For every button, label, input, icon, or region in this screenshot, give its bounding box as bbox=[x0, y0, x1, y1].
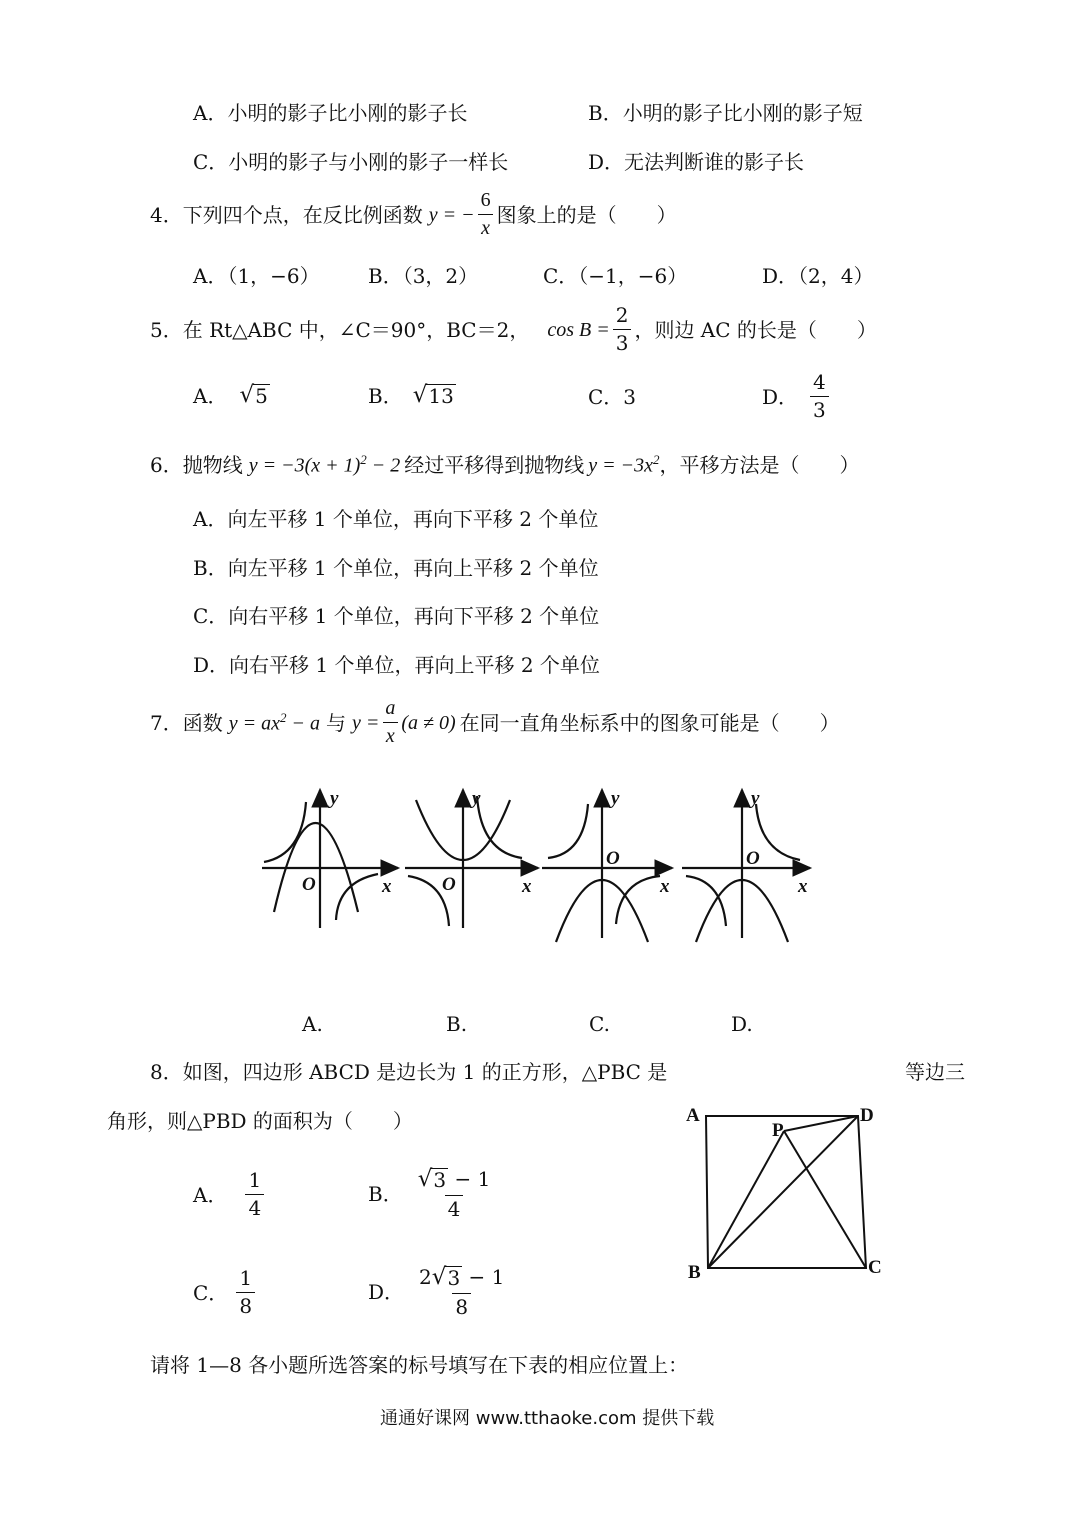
q7-fraction bbox=[382, 698, 398, 747]
q8-line1: 8．如图，四边形 ABCD 是边长为 1 的正方形，△PBC 是 bbox=[150, 1060, 668, 1084]
q8-option-b-num bbox=[415, 1168, 494, 1195]
q5-stem bbox=[150, 305, 877, 354]
q7-graph-b-x-label: x bbox=[522, 876, 532, 897]
q6-option-d: D．向右平移 1 个单位，再向上平移 2 个单位 bbox=[193, 653, 600, 677]
q8-option-d-sqrt: √ 3 bbox=[431, 1264, 461, 1290]
q7-graph-a-hyperbola-right bbox=[336, 874, 378, 920]
q8-label-c: C bbox=[868, 1257, 882, 1278]
q4-stem bbox=[150, 190, 677, 239]
q7-graph-b-origin: O bbox=[442, 874, 456, 895]
q8-line1-end: 等边三 bbox=[905, 1060, 965, 1084]
q5-option-d-fraction bbox=[810, 372, 829, 421]
q8-option-c bbox=[193, 1268, 258, 1317]
q7-expr1-main: y = ax bbox=[228, 712, 280, 735]
q4-fraction bbox=[478, 190, 494, 239]
q6-suffix: ，平移方法是（ ） bbox=[659, 452, 860, 477]
q5-option-b-sqrt: √ 13 bbox=[412, 382, 454, 408]
page-footer: 通通好课网 www.tthaoke.com 提供下载 bbox=[380, 1408, 715, 1429]
q5-option-d-num: 4 bbox=[813, 370, 826, 394]
q8-option-d-num bbox=[416, 1266, 507, 1293]
q4-prefix: 4．下列四个点，在反比例函数 bbox=[150, 202, 423, 227]
q7-stem bbox=[150, 698, 840, 747]
q8-square-figure bbox=[680, 1098, 890, 1283]
q6-option-a: A．向左平移 1 个单位，再向下平移 2 个单位 bbox=[193, 507, 599, 531]
q4-frac-num: 6 bbox=[480, 189, 491, 211]
q5-option-d-label: D． bbox=[762, 384, 799, 409]
q8-option-a-den: 4 bbox=[245, 1194, 264, 1219]
answer-instruction: 请将 1—8 各小题所选答案的标号填写在下表的相应位置上： bbox=[150, 1353, 689, 1377]
q6-expr1 bbox=[249, 453, 401, 476]
q6-option-b: B．向左平移 1 个单位，再向上平移 2 个单位 bbox=[193, 556, 599, 580]
q8-option-a bbox=[193, 1170, 267, 1219]
q8-option-c-label: C． bbox=[193, 1280, 229, 1305]
q8-segment-bp bbox=[708, 1131, 784, 1268]
q7-expr1-exp: 2 bbox=[279, 710, 287, 726]
q5-fraction bbox=[613, 305, 632, 354]
q4-option-c: C．（−1，−6） bbox=[543, 264, 688, 288]
q7-graph-d-origin: O bbox=[746, 848, 760, 869]
q7-graph-c-x-label: x bbox=[660, 876, 670, 897]
q7-mid: 与 bbox=[325, 710, 346, 735]
q6-expr2 bbox=[588, 453, 659, 476]
q8-option-d-coef: 2 bbox=[419, 1265, 432, 1289]
q7-frac-num: a bbox=[385, 697, 396, 719]
q7-label-b: B. bbox=[446, 1012, 468, 1036]
q7-graph-c-origin: O bbox=[606, 848, 620, 869]
q4-option-d: D．（2，4） bbox=[762, 264, 874, 288]
q8-option-b-fraction bbox=[415, 1168, 494, 1220]
q8-option-a-fraction bbox=[245, 1170, 264, 1219]
q3-option-a: A．小明的影子比小刚的影子长 bbox=[193, 101, 468, 125]
q8-option-b bbox=[368, 1168, 496, 1220]
q8-option-c-fraction bbox=[236, 1268, 255, 1317]
q5-option-b-label: B． bbox=[368, 384, 403, 408]
q4-suffix: 图象上的是（ ） bbox=[496, 202, 677, 227]
q7-graph-c-y-label: y bbox=[611, 788, 620, 809]
q5-option-a-sqrt: √ 5 bbox=[239, 382, 268, 408]
q4-frac-den: x bbox=[478, 214, 493, 239]
q5-option-a-radicand: 5 bbox=[255, 384, 268, 408]
q5-suffix: ，则边 AC 的长是（ ） bbox=[634, 317, 877, 342]
q7-graph-d-y-label: y bbox=[751, 788, 760, 809]
q6-expr1-tail: − 2 bbox=[366, 454, 401, 477]
q3-option-d: D．无法判断谁的影子长 bbox=[588, 150, 805, 174]
q7-expr1-tail: − a bbox=[286, 712, 320, 735]
q8-option-b-label: B． bbox=[368, 1182, 403, 1206]
q5-cos-lhs: cos B = bbox=[547, 318, 610, 341]
q7-prefix: 7．函数 bbox=[150, 710, 223, 735]
q7-condition: (a ≠ 0) bbox=[401, 711, 456, 734]
q8-label-a: A bbox=[686, 1105, 700, 1126]
q8-line2: 角形，则△PBD 的面积为（ ） bbox=[107, 1109, 413, 1133]
q5-frac-num: 2 bbox=[615, 303, 629, 327]
q8-option-d-den: 8 bbox=[452, 1293, 471, 1318]
q4-func-lhs: y = − bbox=[428, 203, 475, 226]
q8-option-d bbox=[368, 1266, 510, 1318]
q7-expr1 bbox=[229, 711, 320, 734]
q5-prefix: 5．在 Rt△ABC 中，∠C＝90°，BC＝2， bbox=[150, 317, 530, 342]
q6-stem bbox=[150, 453, 860, 476]
q8-option-a-num: 1 bbox=[248, 1168, 262, 1192]
q8-option-b-tail: − 1 bbox=[448, 1167, 491, 1191]
q5-frac-den: 3 bbox=[613, 329, 632, 354]
q8-label-b: B bbox=[688, 1262, 701, 1283]
q6-expr2-main: y = −3x bbox=[588, 454, 654, 477]
q7-suffix: 在同一直角坐标系中的图象可能是（ ） bbox=[459, 710, 840, 735]
q5-option-d bbox=[762, 372, 832, 421]
q8-option-d-fraction bbox=[416, 1266, 507, 1318]
q7-graph-b bbox=[405, 790, 538, 928]
q7-label-d: D. bbox=[731, 1012, 753, 1036]
q8-option-b-den: 4 bbox=[445, 1195, 464, 1220]
q6-option-c: C．向右平移 1 个单位，再向下平移 2 个单位 bbox=[193, 604, 600, 628]
q7-graph-a-x-label: x bbox=[382, 876, 392, 897]
q4-option-a: A．（1，−6） bbox=[193, 264, 320, 288]
q7-graph-c-hyperbola-left bbox=[548, 804, 588, 858]
q8-option-c-den: 8 bbox=[236, 1292, 255, 1317]
q8-segment-pd bbox=[784, 1116, 858, 1131]
q8-option-d-tail: − 1 bbox=[462, 1265, 505, 1289]
q7-graphs bbox=[250, 780, 830, 960]
q7-graph-a-y-label: y bbox=[330, 788, 339, 809]
q7-graph-d-hyperbola-right bbox=[756, 804, 800, 860]
q8-label-p: P bbox=[772, 1120, 784, 1141]
q8-option-a-label: A． bbox=[193, 1182, 228, 1207]
q8-segment-pc bbox=[784, 1131, 866, 1268]
q7-graph-a-origin: O bbox=[302, 874, 316, 895]
q5-option-b bbox=[368, 384, 456, 408]
q8-option-b-sqrt: √ 3 bbox=[417, 1166, 447, 1192]
q6-mid: 经过平移得到抛物线 bbox=[404, 452, 585, 477]
q6-expr2-exp: 2 bbox=[653, 452, 660, 467]
q6-prefix: 6．抛物线 bbox=[150, 452, 243, 477]
q7-expr2-lhs: y = bbox=[351, 711, 380, 734]
q8-option-c-num: 1 bbox=[239, 1266, 253, 1290]
q6-expr1-main: y = −3(x + 1) bbox=[248, 454, 361, 477]
q5-option-a-label: A． bbox=[193, 384, 228, 408]
q7-graph-b-y-label: y bbox=[472, 788, 481, 809]
q7-label-c: C. bbox=[589, 1012, 610, 1036]
q3-option-c: C．小明的影子与小刚的影子一样长 bbox=[193, 150, 509, 174]
q4-option-b: B．（3，2） bbox=[368, 264, 479, 288]
q8-option-d-label: D． bbox=[368, 1280, 405, 1304]
q7-frac-den: x bbox=[383, 722, 398, 747]
q5-option-a bbox=[193, 384, 270, 408]
q5-option-c: C．3 bbox=[588, 385, 637, 409]
q5-option-b-radicand: 13 bbox=[428, 384, 454, 408]
q5-option-d-den: 3 bbox=[810, 396, 829, 421]
q3-option-b: B．小明的影子比小刚的影子短 bbox=[588, 101, 863, 125]
q7-graph-a bbox=[262, 790, 398, 928]
q8-option-d-radicand: 3 bbox=[447, 1266, 461, 1290]
q7-graph-d-x-label: x bbox=[798, 876, 808, 897]
q8-label-d: D bbox=[860, 1105, 874, 1126]
q6-expr1-exp: 2 bbox=[360, 452, 367, 467]
q7-label-a: A. bbox=[302, 1012, 323, 1036]
q8-option-b-radicand: 3 bbox=[433, 1168, 447, 1192]
q7-graph-a-hyperbola-left bbox=[264, 802, 306, 862]
